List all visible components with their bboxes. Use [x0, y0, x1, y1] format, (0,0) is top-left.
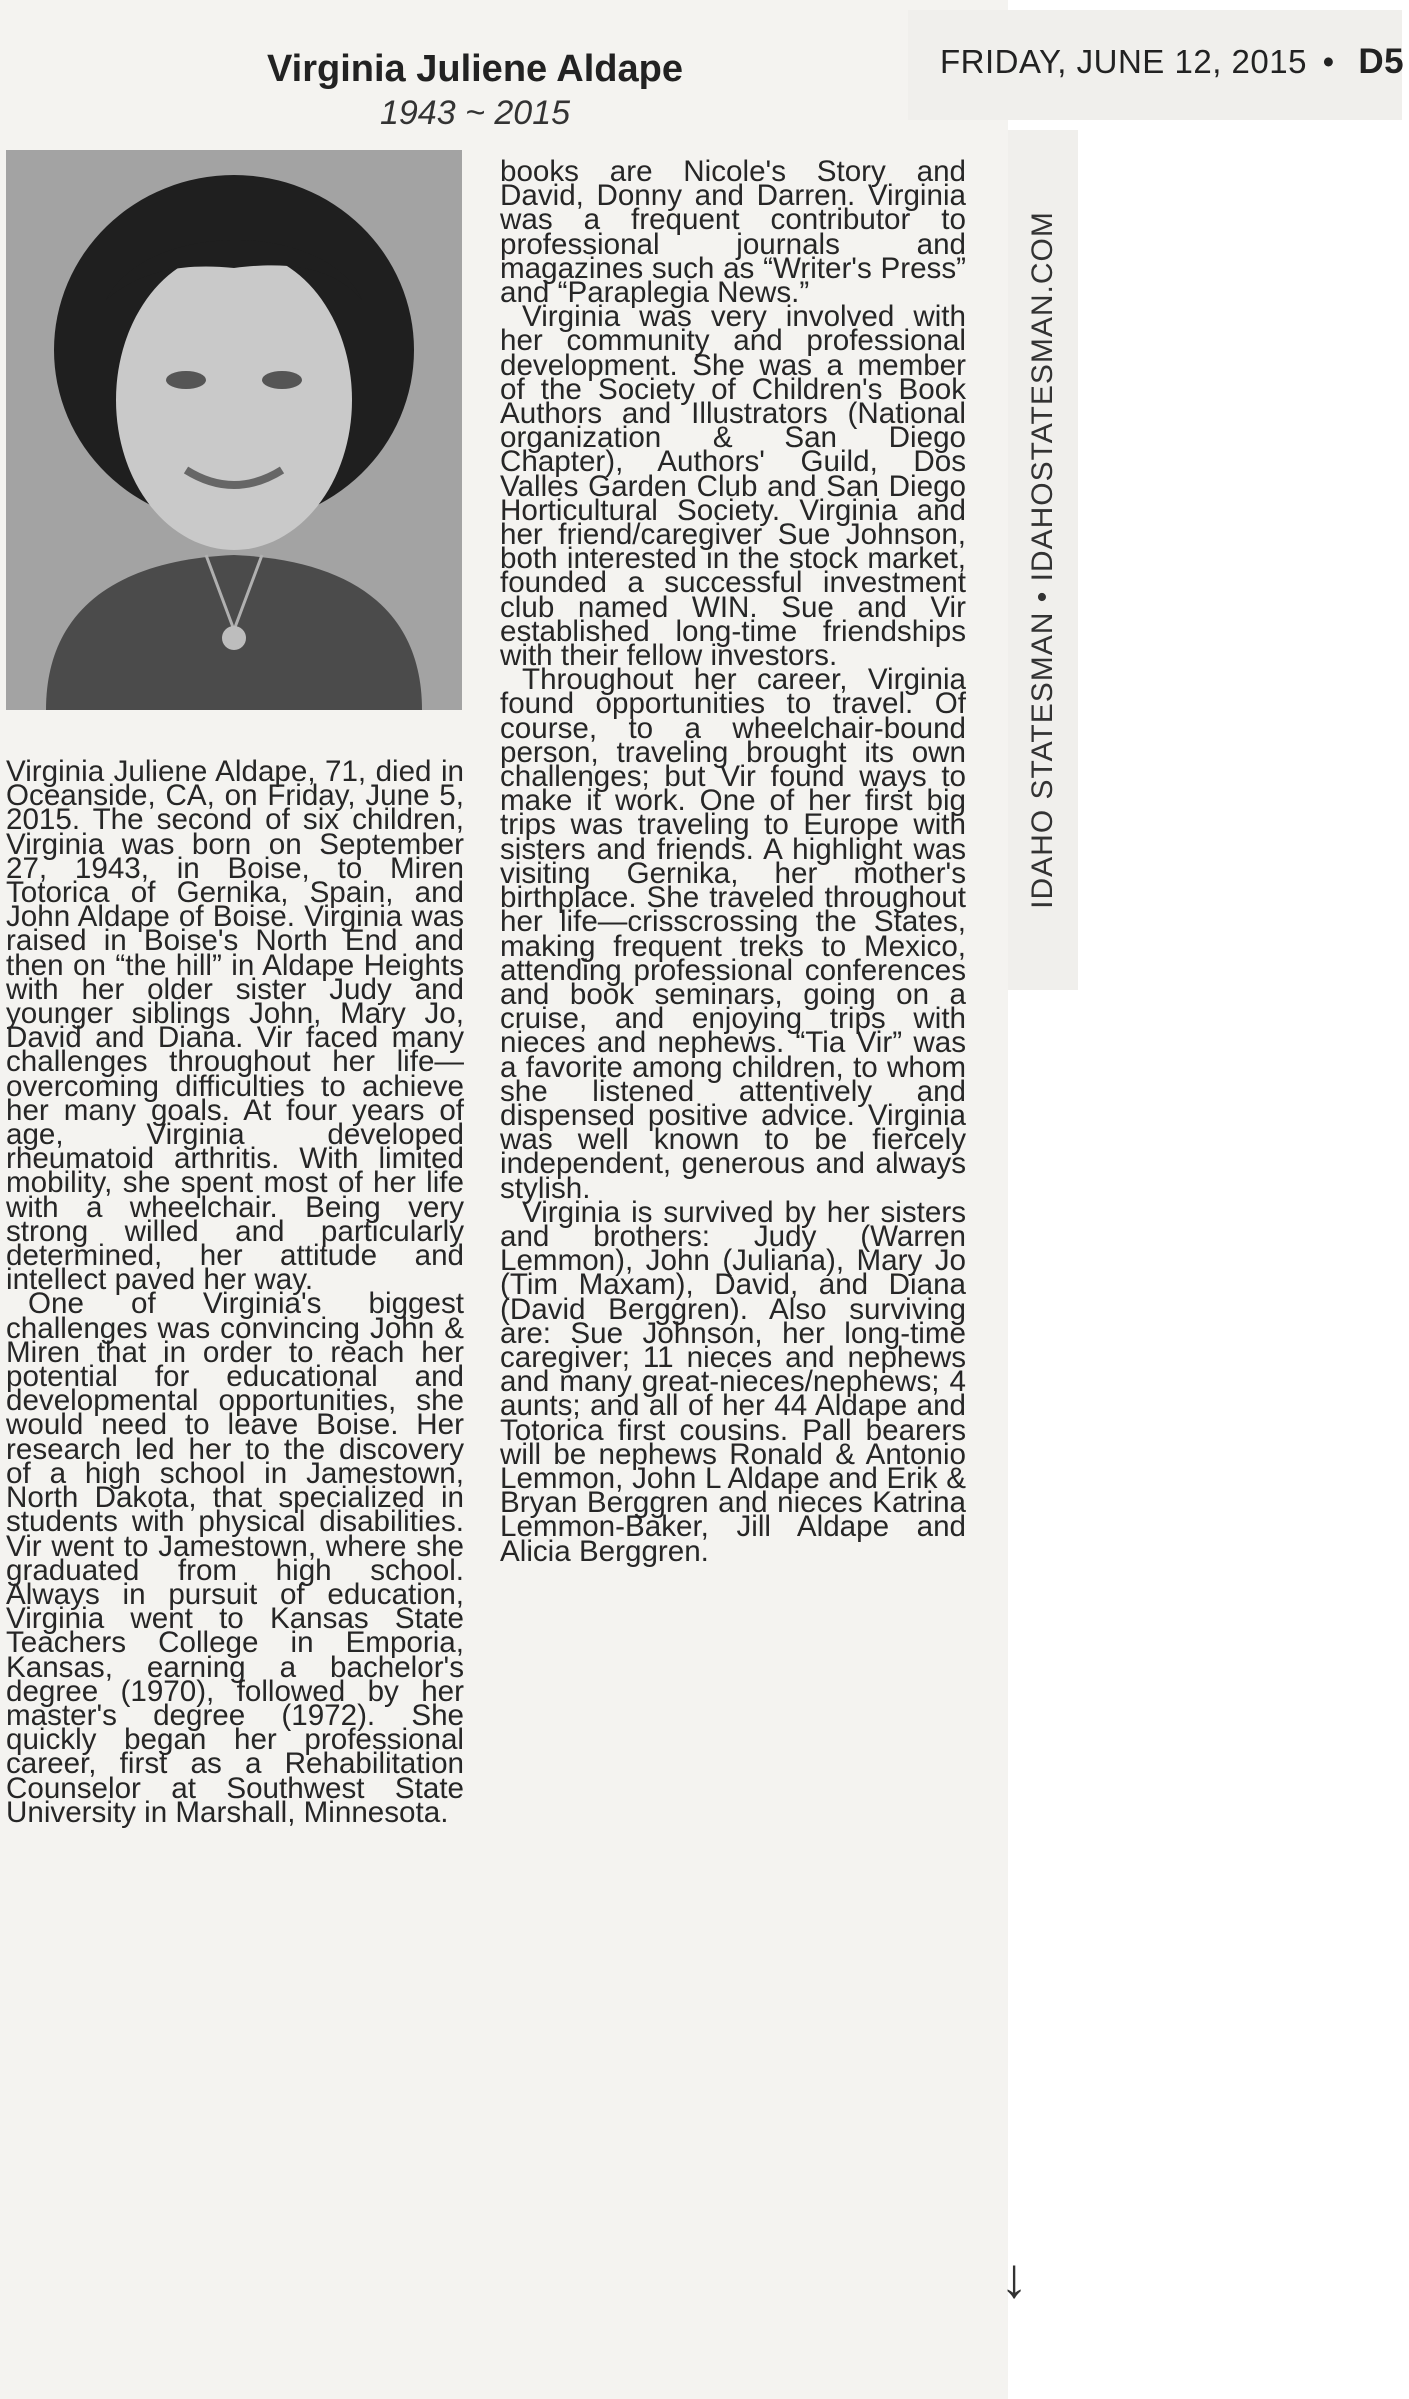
article-paragraph: Throughout her career, Virginia found opportunities to travel. Of course, to a wheelchair-bound person, traveling brought its own challenges; but Vir found ways to make it work. One of her first big trips was traveling to Europe with sisters and friends. A highlight was visiting Gernika, her mother's birthplace. She traveled throughout her life—crisscrossing the States, making frequent treks to Mexico, attending professional conferences and book seminars, going on a cruise, and enjoying trips with nieces and nephews. “Tia Vir” was a favorite among children, to whom she listened attentively and dispensed positive advice. Virginia was well known to be fiercely independent, generous and always stylish. — [500, 663, 966, 1205]
obituary-heading — [150, 46, 800, 134]
article-paragraph: books are Nicole's Story and David, Donny and Darren. Virginia was a frequent contributor to professional journals and magazines such as “Writer's Press” and “Paraplegia News.” — [500, 155, 966, 310]
article-paragraph: Virginia Juliene Aldape, 71, died in Oceanside, CA, on Friday, June 5, 2015. The second of six children, Virginia was born on September 27, 1943, in Boise, to Miren Totorica of Gernika, Spain, and John Aldape of Boise. Virginia was raised in Boise's North End and then on “the hill” in Aldape Heights with her older sister Judy and younger siblings John, Mary Jo, David and Diana. Vir faced many challenges throughout her life—overcoming difficulties to achieve her many goals. At four years of age, Virginia developed rheumatoid arthritis. With limited mobility, she spent most of her life with a wheelchair. Being very strong willed and particularly determined, her attitude and intellect paved her way. — [6, 755, 464, 1297]
dateline-date: FRIDAY, JUNE 12, 2015 — [940, 43, 1307, 80]
obituary-name: Virginia Juliene Aldape — [266, 48, 683, 90]
article-paragraph: Virginia is survived by her sisters and brothers: Judy (Warren Lemmon), John (Juliana), Mary Jo (Tim Maxam), David, and Diana (David Berggren). Also surviving are: Sue Johnson, her long-time caregiver; 11 nieces and nephews and many great-nieces/nephews; 4 aunts; and all of her 44 Aldape and Totorica first cousins. Pall bearers will be nephews Ronald & Antonio Lemmon, John L Aldape and Erik & Bryan Berggren and nieces Katrina Lemmon-Baker, Jill Aldape and Alicia Berggren. — [500, 1195, 966, 1568]
dateline — [940, 42, 1405, 82]
article-paragraph: Virginia was very involved with her community and professional development. She was a member of the Society of Children's Book Authors and Illustrators (National organization & San Diego Chapter), Authors' Guild, Dos Valles Garden Club and San Diego Horticultural Society. Virginia and her friend/caregiver Sue Johnson, both interested in the stock market, founded a successful investment club named WIN. Sue and Vir established long-time friendships with their fellow investors. — [500, 300, 966, 673]
continue-arrow-icon: ↓ — [1000, 2246, 1028, 2309]
article-column-2 — [500, 155, 966, 1568]
vertical-publication-text: IDAHO STATESMAN • IDAHOSTATESMAN.COM — [1026, 211, 1059, 909]
article-paragraph: One of Virginia's biggest challenges was convincing John & Miren that in order to reach her potential for educational and developmental opportunities, she would need to leave Boise. Her research led her to the discovery of a high school in Jamestown, North Dakota, that specialized in students with physical disabilities. Vir went to Jamestown, where she graduated from high school. Always in pursuit of education, Virginia went to Kansas State Teachers College in Emporia, Kansas, earning a bachelor's degree (1970), followed by her master's degree (1972). She quickly began her professional career, first as a Rehabilitation Counselor at Southwest State University in Marshall, Minnesota. — [6, 1287, 464, 1829]
obituary-years: 1943 ~ 2015 — [379, 94, 571, 132]
portrait-photo-icon — [6, 150, 462, 710]
article-column-1 — [6, 755, 464, 1829]
page-number: D5 — [1358, 42, 1405, 81]
bullet-separator: • — [1322, 43, 1335, 80]
portrait-photo — [6, 150, 462, 710]
